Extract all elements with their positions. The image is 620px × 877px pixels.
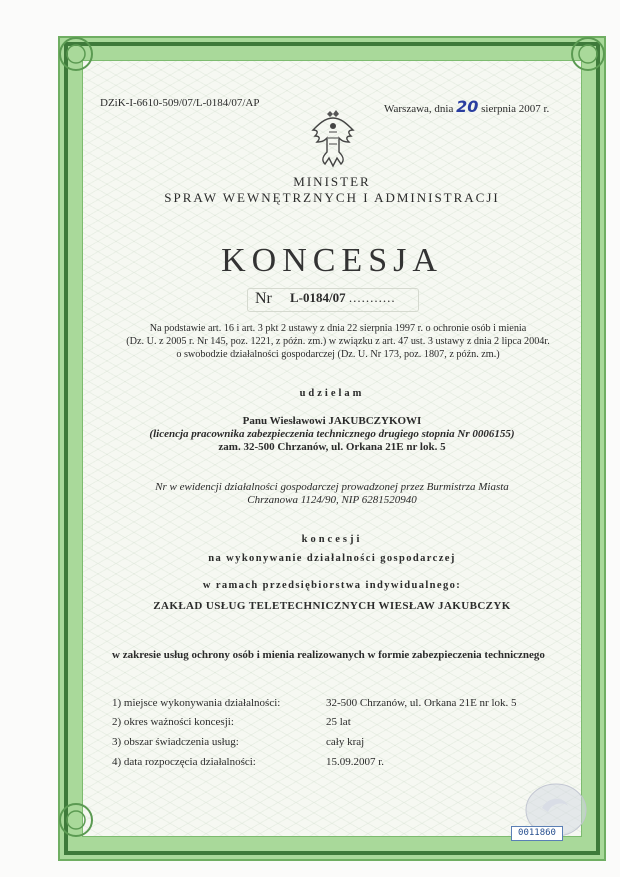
legal-basis-line: (Dz. U. z 2005 r. Nr 145, poz. 1221, z późn. zm.) w związku z art. 47 ust. 3 ustawy z dnia 2 lipca 2004r.: [126, 336, 550, 347]
detail-label: 4) data rozpoczęcia działalności:: [112, 756, 256, 768]
date-day-handwritten: 20: [456, 97, 479, 116]
eagle-emblem-icon: [305, 108, 361, 170]
detail-label: 2) okres ważności koncesji:: [112, 716, 234, 728]
detail-label: 1) miejsce wykonywania działalności:: [112, 697, 281, 709]
concession-number-dots: ...........: [348, 290, 396, 305]
activity-description: na wykonywanie działalności gospodarczej: [208, 553, 456, 564]
enterprise-intro: w ramach przedsiębiorstwa indywidualnego:: [202, 580, 462, 591]
document-title: KONCESJA: [221, 242, 443, 279]
serial-number: 0011860: [511, 826, 563, 841]
number-label: Nr: [255, 290, 272, 307]
detail-value: 25 lat: [326, 716, 351, 728]
detail-label: 3) obszar świadczenia usług:: [112, 736, 239, 748]
issuer-ministry: SPRAW WEWNĘTRZNYCH I ADMINISTRACJI: [164, 190, 500, 205]
recipient-license: (licencja pracownika zabezpieczenia technicznego drugiego stopnia Nr 0006155): [149, 428, 515, 440]
reference-number: DZiK-I-6610-509/07/L-0184/07/AP: [100, 97, 260, 109]
registry-line: Nr w ewidencji działalności gospodarczej prowadzonej przez Burmistrza Miasta: [155, 481, 509, 493]
legal-basis-line: o swobodzie działalności gospodarczej (Dz. U. Nr 173, poz. 1807, z późn. zm.): [176, 349, 500, 360]
grant-word: udzielam: [299, 388, 365, 399]
corner-ornament-icon: [568, 34, 608, 74]
corner-ornament-icon: [56, 34, 96, 74]
enterprise-name: ZAKŁAD USŁUG TELETECHNICZNYCH WIESŁAW JAKUBCZYK: [153, 600, 511, 612]
recipient-address: zam. 32-500 Chrzanów, ul. Orkana 21E nr lok. 5: [218, 441, 446, 453]
corner-ornament-icon: [56, 800, 96, 840]
detail-value: 15.09.2007 r.: [326, 756, 385, 768]
concession-word: koncesji: [301, 534, 363, 545]
scope-description: w zakresie usług ochrony osób i mienia realizowanych w formie zabezpieczenia technicznego: [112, 649, 545, 661]
detail-value: cały kraj: [326, 736, 365, 748]
issuer-title: MINISTER: [293, 174, 371, 189]
issue-date: [384, 97, 549, 116]
date-prefix: Warszawa, dnia: [384, 103, 454, 115]
recipient-name: Panu Wiesławowi JAKUBCZYKOWI: [242, 415, 422, 427]
legal-basis-line: Na podstawie art. 16 i art. 3 pkt 2 ustawy z dnia 22 sierpnia 1997 r. o ochronie osób i mienia: [149, 323, 527, 334]
date-suffix: sierpnia 2007 r.: [481, 103, 550, 115]
legal-basis: [118, 322, 558, 361]
concession-number: [290, 290, 396, 306]
detail-value: 32-500 Chrzanów, ul. Orkana 21E nr lok. 5: [326, 697, 517, 709]
concession-number-value: L-0184/07: [290, 290, 346, 305]
registry-line: Chrzanowa 1124/90, NIP 6281520940: [247, 494, 417, 506]
